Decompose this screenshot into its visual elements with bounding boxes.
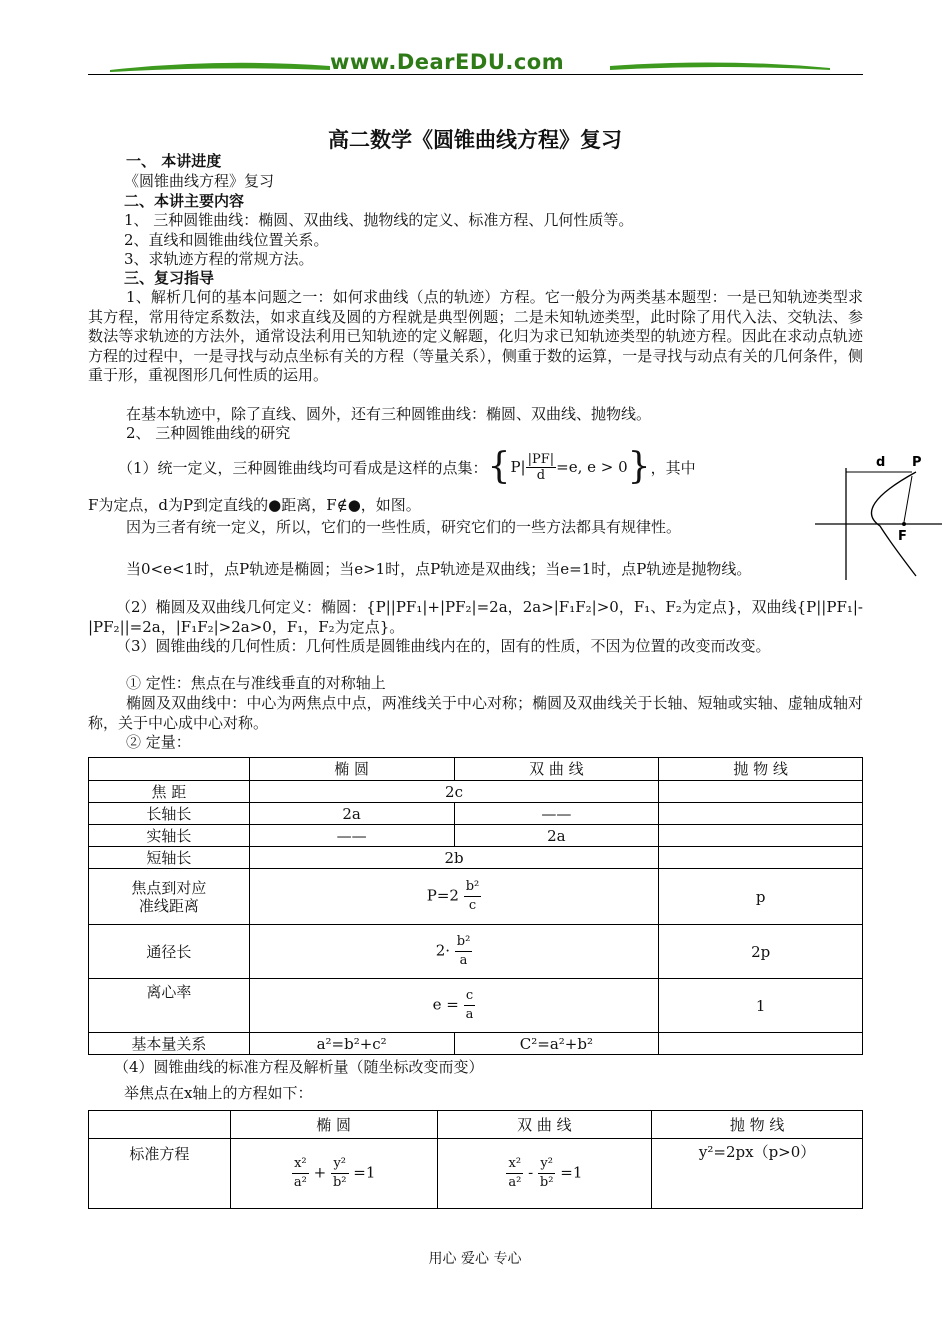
paragraph-locus: 1、解析几何的基本问题之一：如何求曲线（点的轨迹）方程。它一般分为两类基本题型：一是已知轨迹类型求其方程，常用待定系数法，如求直线及圆的方程就是典型例题；二是未知轨迹类型，此时除了用代入法、交轨法、参数法等求轨迹的方法外，通常设法利用已知轨迹的定义解题，化归为求已知轨迹类型的轨迹方程。因此在求动点轨迹方程的过程中，一是寻找与动点坐标有关的方程（等量关系），侧重于数的运算，一是寻找与动点有关的几何条件，侧重于形，重视图形几何性质的运用。 xyxy=(88,288,863,385)
table-row xyxy=(89,1139,863,1209)
parabola-figure xyxy=(812,452,944,582)
unified-definition xyxy=(118,444,696,490)
unified-suffix: ，其中 xyxy=(650,458,696,477)
paragraph-basic: 在基本轨迹中，除了直线、圆外，还有三种圆锥曲线：椭圆、双曲线、抛物线。 xyxy=(126,405,652,423)
set-left-brace: { xyxy=(487,446,511,487)
table-row xyxy=(89,1033,863,1055)
cell: —— xyxy=(454,803,659,825)
pf-over-d-fraction: $\frac{|PF|}{d}$ xyxy=(527,451,555,483)
paragraph-eccentricity: 当0<e<1时，点P轨迹是椭圆；当e>1时，点P轨迹是双曲线；当e=1时，点P轨迹是抛物线。 xyxy=(126,560,752,578)
set-left: P| xyxy=(510,458,526,476)
cell: —— xyxy=(249,825,454,847)
paragraph-three-curves: 2、 三种圆锥曲线的研究 xyxy=(126,424,291,442)
row-label: 基本量关系 xyxy=(89,1033,250,1055)
header-cell: 椭 圆 xyxy=(230,1111,437,1139)
cell: e = $\frac{c}{a}$ xyxy=(249,979,659,1033)
section2-item: 1、 三种圆锥曲线：椭圆、双曲线、抛物线的定义、标准方程、几何性质等。 xyxy=(124,211,634,229)
table-row xyxy=(89,869,863,925)
header-cell xyxy=(89,758,250,781)
paragraph-geometric-property: （3）圆锥曲线的几何性质：几何性质是圆锥曲线内在的，固有的性质，不因为位置的改变而改变。 xyxy=(116,637,771,655)
figure-label-d: d xyxy=(876,455,886,470)
property-table xyxy=(88,757,863,1055)
cell: a²=b²+c² xyxy=(249,1033,454,1055)
row-label: 实轴长 xyxy=(89,825,250,847)
figure-label-F: F xyxy=(898,529,907,544)
ellipse-equation: $\frac{\text{x²}}{\text{a²}}$ + $\frac{\text{y²}}{\text{b²}}$ =1 xyxy=(230,1139,437,1209)
item-qualitative: ① 定性：焦点在与准线垂直的对称轴上 xyxy=(126,674,386,692)
header-cell: 双 曲 线 xyxy=(454,758,659,781)
c-over-a-fraction: $\frac{c}{a}$ xyxy=(465,988,474,1022)
cell: 1 xyxy=(659,979,863,1033)
set-right: =e, e > 0 xyxy=(556,458,628,476)
table-row xyxy=(89,781,863,803)
page-footer: 用心 爱心 专心 xyxy=(428,1251,522,1267)
paragraph-standard-eq: （4）圆锥曲线的标准方程及解析量（随坐标改变而变） xyxy=(114,1058,484,1076)
cell: 2p xyxy=(659,925,863,979)
table-row xyxy=(89,979,863,1033)
set-right-brace: } xyxy=(627,446,651,487)
row-label: 通径长 xyxy=(89,925,250,979)
table-row xyxy=(89,847,863,869)
cell: 2c xyxy=(249,781,659,803)
cell xyxy=(659,1033,863,1055)
row-label: 长轴长 xyxy=(89,803,250,825)
paragraph-geometric-def: （2）椭圆及双曲线几何定义：椭圆：{P||PF₁|+|PF₂|=2a，2a>|F₁F₂|>0，F₁、F₂为定点}，双曲线{P||PF₁|-|PF₂||=2a，|F₁F₂|>2a>0，F₁，F₂为定点}。 xyxy=(88,598,863,636)
row-label: 离心率 xyxy=(89,979,250,1033)
figure-label-P: P xyxy=(912,455,922,470)
cell xyxy=(659,781,863,803)
cell: 2a xyxy=(454,825,659,847)
header-rule xyxy=(88,74,863,75)
standard-equation-table xyxy=(88,1110,863,1209)
cell xyxy=(659,825,863,847)
header-cell xyxy=(89,1111,231,1139)
section3-heading: 三、复习指导 xyxy=(124,269,215,287)
cell xyxy=(659,803,863,825)
table-header-row xyxy=(89,758,863,781)
paragraph-example: 举焦点在x轴上的方程如下： xyxy=(124,1084,313,1102)
header-cell: 双 曲 线 xyxy=(437,1111,652,1139)
table-row xyxy=(89,825,863,847)
item-quantitative: ② 定量： xyxy=(126,733,191,751)
site-logo: www.DearEDU.com xyxy=(330,50,565,74)
unified-prefix: （1）统一定义，三种圆锥曲线均可看成是这样的点集： xyxy=(118,458,488,477)
table-row xyxy=(89,803,863,825)
cell: 2b xyxy=(249,847,659,869)
section2-item: 2、直线和圆锥曲线位置关系。 xyxy=(124,231,329,249)
row-label: 标准方程 xyxy=(89,1139,231,1209)
row-label: 焦点到对应 准线距离 xyxy=(89,869,250,925)
header-cell: 抛 物 线 xyxy=(659,758,863,781)
row-label: 焦 距 xyxy=(89,781,250,803)
cell: C²=a²+b² xyxy=(454,1033,659,1055)
b2-over-a-fraction: $\frac{\text{b²}}{a}$ xyxy=(456,934,471,968)
row-label: 短轴长 xyxy=(89,847,250,869)
hyperbola-equation: $\frac{\text{x²}}{\text{a²}}$ - $\frac{\text{y²}}{\text{b²}}$ =1 xyxy=(437,1139,652,1209)
paragraph-because: 因为三者有统一定义，所以，它们的一些性质，研究它们的一些方法都具有规律性。 xyxy=(126,518,682,536)
cell: P=2 $\frac{\text{b²}}{c}$ xyxy=(249,869,659,925)
paragraph-symmetry: 椭圆及双曲线中：中心为两焦点中点，两准线关于中心对称；椭圆及双曲线关于长轴、短轴或实轴、虚轴成轴对称，关于中心成中心对称。 xyxy=(88,694,863,732)
section1-text: 《圆锥曲线方程》复习 xyxy=(124,172,275,190)
cell: 2a xyxy=(249,803,454,825)
section2-heading: 二、本讲主要内容 xyxy=(124,192,245,210)
header-cell: 椭 圆 xyxy=(249,758,454,781)
b2-over-c-fraction: $\frac{\text{b²}}{c}$ xyxy=(465,879,480,913)
section2-item: 3、求轨迹方程的常规方法。 xyxy=(124,250,314,268)
cell xyxy=(659,847,863,869)
header-cell: 抛 物 线 xyxy=(652,1111,863,1139)
table-header-row xyxy=(89,1111,863,1139)
cell: 2· $\frac{\text{b²}}{a}$ xyxy=(249,925,659,979)
table-row xyxy=(89,925,863,979)
paragraph-f-fixed: F为定点，d为P到定直线的●距离，F∉●，如图。 xyxy=(88,496,421,514)
parabola-equation: y²=2px（p>0） xyxy=(652,1139,863,1209)
cell: p xyxy=(659,869,863,925)
section1-heading: 一、 本讲进度 xyxy=(126,152,222,170)
page-title: 高二数学《圆锥曲线方程》复习 xyxy=(328,127,622,152)
